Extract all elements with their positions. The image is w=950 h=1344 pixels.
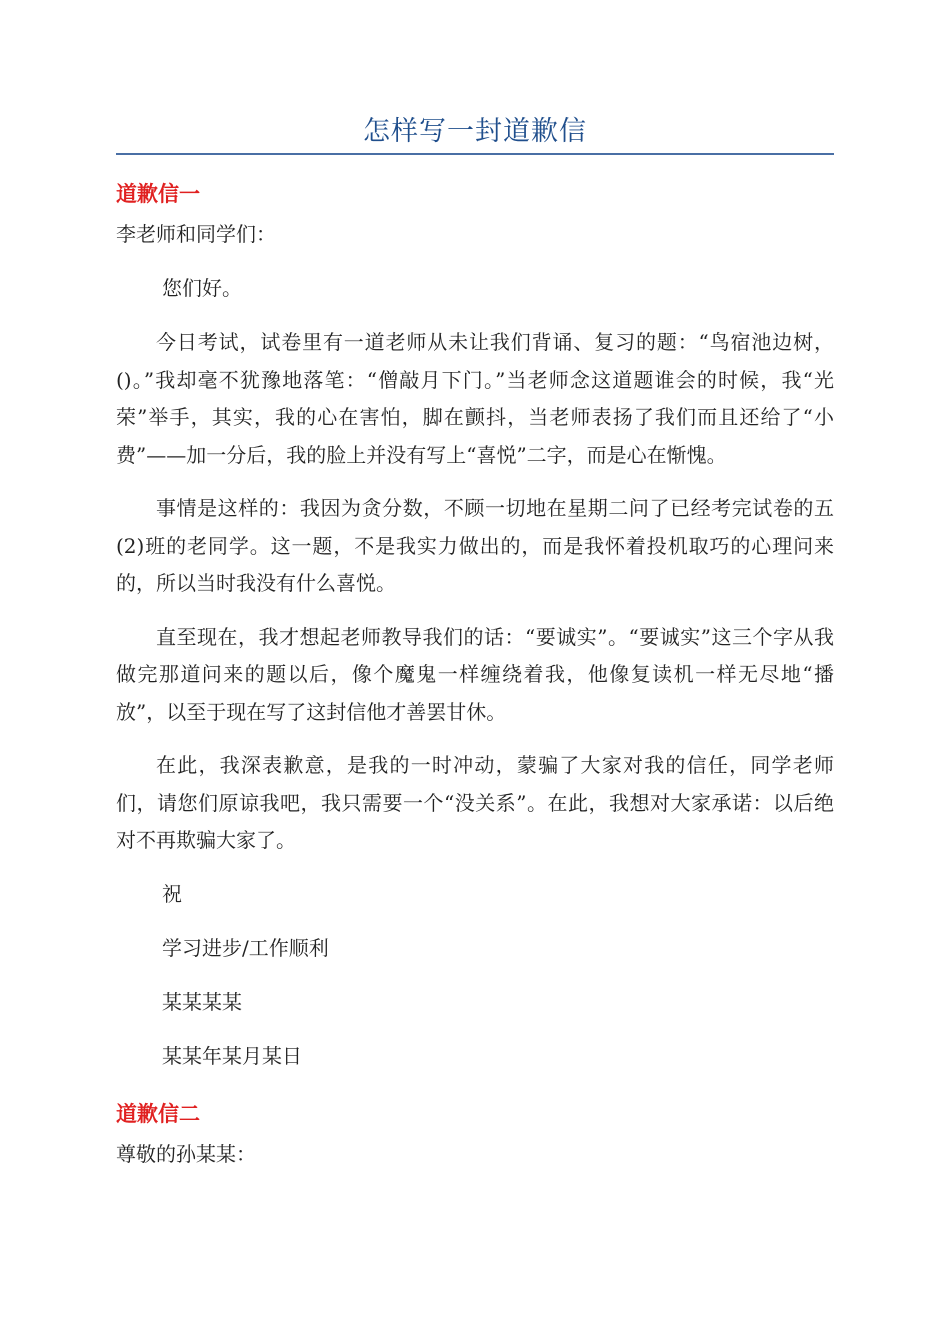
letter-1-paragraph: 今日考试，试卷里有一道老师从未让我们背诵、复习的题：“鸟宿池边树，()。”我却毫不犹豫地落笔：“僧敲月下门。”当老师念这道题谁会的时候，我“光荣”举手，其实，我的心在害怕，脚在颤抖，当老师表扬了我们而且还给了“小费”——加一分后，我的脸上并没有写上“喜悦”二字，而是心在惭愧。 xyxy=(116,330,834,467)
letter-1-paragraph: 事情是这样的：我因为贪分数，不顾一切地在星期二问了已经考完试卷的五(2)班的老同学。这一题，不是我实力做出的，而是我怀着投机取巧的心理问来的，所以当时我没有什么喜悦。 xyxy=(116,496,834,595)
letter-1-paragraph: 在此，我深表歉意，是我的一时冲动，蒙骗了大家对我的信任，同学老师们，请您们原谅我吧，我只需要一个“没关系”。在此，我想对大家承诺：以后绝对不再欺骗大家了。 xyxy=(116,753,834,852)
title-divider xyxy=(116,153,834,155)
letter-1-salutation: 李老师和同学们： xyxy=(116,222,276,246)
letter-1-closing-wish: 祝 xyxy=(162,881,182,906)
section-heading-letter-2: 道歉信二 xyxy=(116,1101,200,1126)
document-title: 怎样写一封道歉信 xyxy=(363,116,587,147)
document-body xyxy=(116,172,834,1190)
letter-1-signature: 某某某某 xyxy=(162,989,242,1014)
letter-1-paragraph: 直至现在，我才想起老师教导我们的话：“要诚实”。“要诚实”这三个字从我做完那道问来的题以后，像个魔鬼一样缠绕着我，他像复读机一样无尽地“播放”，以至于现在写了这封信他才善罢甘休。 xyxy=(116,624,834,724)
letter-2-salutation: 尊敬的孙某某： xyxy=(116,1141,256,1166)
letter-1-date: 某某年某月某日 xyxy=(162,1043,302,1068)
letter-1-greeting: 您们好。 xyxy=(162,276,242,300)
section-heading-letter-1: 道歉信一 xyxy=(116,182,200,206)
letter-1-closing-blessing: 学习进步/工作顺利 xyxy=(162,935,329,960)
